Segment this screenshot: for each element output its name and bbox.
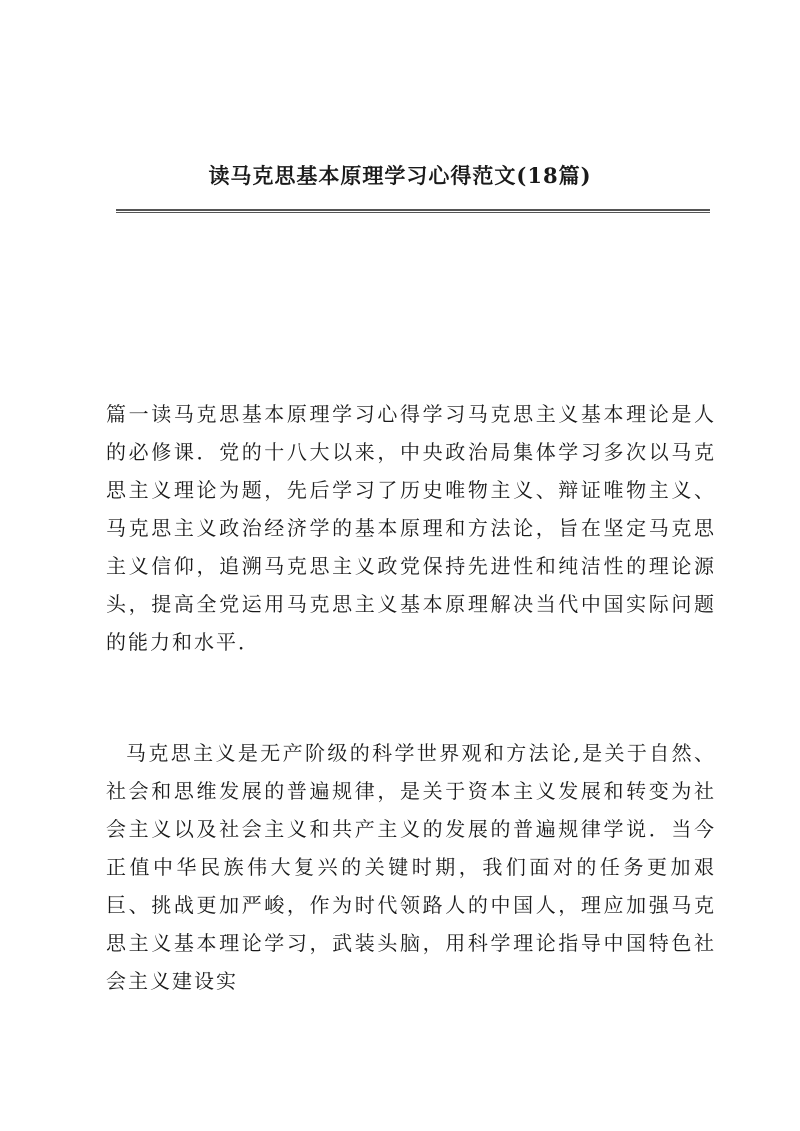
title-divider [116,209,710,213]
paragraph-2: 马克思主义是无产阶级的科学世界观和方法论,是关于自然、社会和思维发展的普遍规律，是关于资本主义发展和转变为社会主义以及社会主义和共产主义的发展的普遍规律学说．当今正值中华民族伟大复兴的关键时期，我们面对的任务更加艰巨、挑战更加严峻，作为时代领路人的中国人，理应加强马克思主义基本理论学习，武装头脑，用科学理论指导中国特色社会主义建设实 [106,741,716,993]
paragraph-1: 篇一读马克思基本原理学习心得学习马克思主义基本理论是人的必修课．党的十八大以来，中央政治局集体学习多次以马克思主义理论为题，先后学习了历史唯物主义、辩证唯物主义、马克思主义政治经济学的基本原理和方法论，旨在坚定马克思主义信仰，追溯马克思主义政党保持先进性和纯洁性的理论源头，提高全党运用马克思主义基本原理解决当代中国实际问题的能力和水平． [106,402,716,654]
document-title: 读马克思基本原理学习心得范文(18篇) [208,163,592,188]
